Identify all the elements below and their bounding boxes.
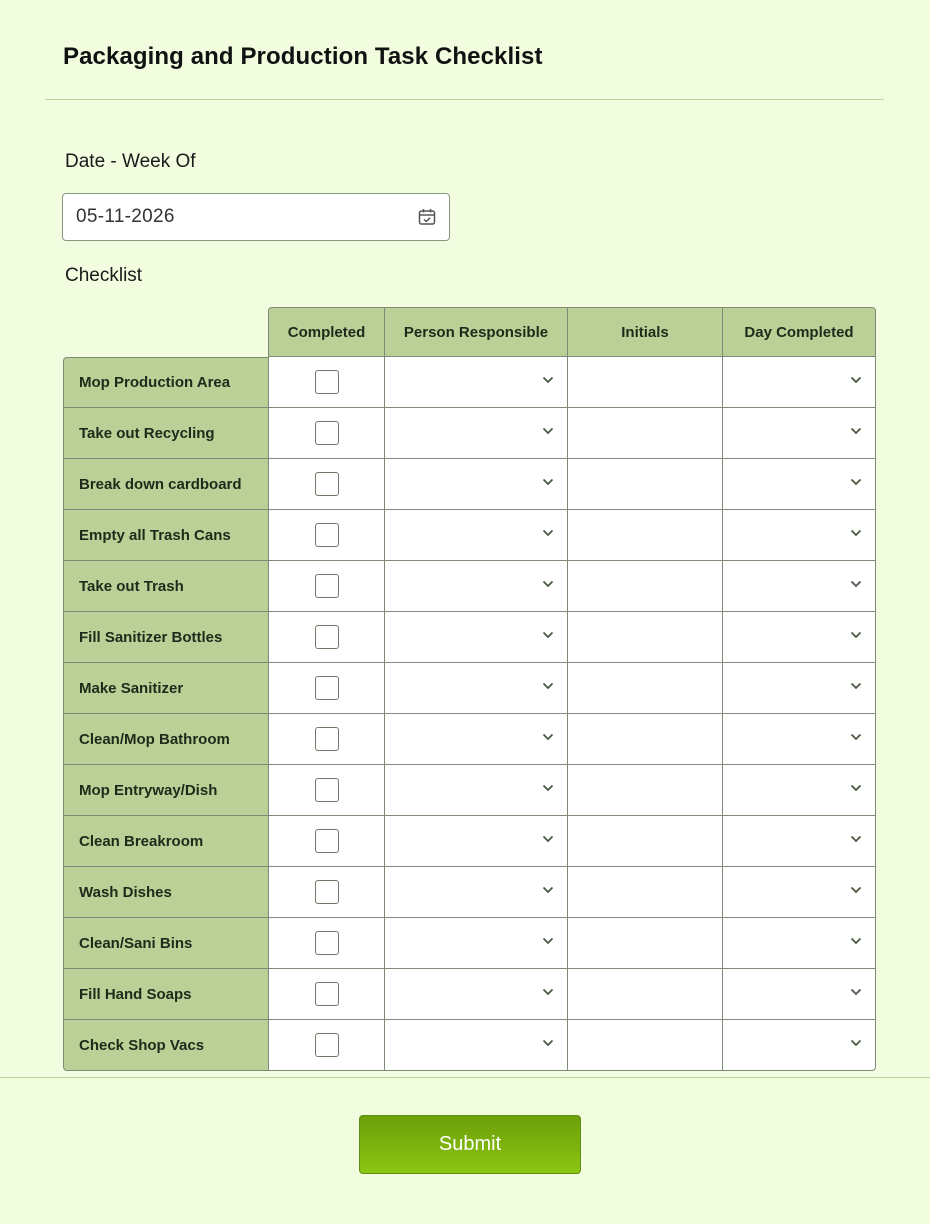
person-responsible-dropdown[interactable] <box>384 816 567 867</box>
chevron-down-icon <box>850 988 862 996</box>
date-label: Date - Week Of <box>65 151 196 172</box>
chevron-down-icon <box>850 733 862 741</box>
table-row <box>63 663 876 714</box>
completed-checkbox[interactable] <box>315 931 339 955</box>
day-completed-dropdown[interactable] <box>722 918 876 969</box>
day-completed-dropdown[interactable] <box>722 510 876 561</box>
table-row <box>63 357 876 408</box>
row-label: Clean/Mop Bathroom <box>63 714 268 765</box>
completed-cell <box>268 714 384 765</box>
chevron-down-icon <box>850 835 862 843</box>
table-corner <box>63 307 268 357</box>
initials-input[interactable] <box>567 1020 722 1071</box>
chevron-down-icon <box>542 529 554 537</box>
table-row <box>63 714 876 765</box>
person-responsible-dropdown[interactable] <box>384 918 567 969</box>
person-responsible-dropdown[interactable] <box>384 612 567 663</box>
day-completed-dropdown[interactable] <box>722 459 876 510</box>
initials-input[interactable] <box>567 510 722 561</box>
person-responsible-dropdown[interactable] <box>384 408 567 459</box>
table-row <box>63 867 876 918</box>
completed-cell <box>268 969 384 1020</box>
row-label: Mop Entryway/Dish <box>63 765 268 816</box>
table-row <box>63 918 876 969</box>
completed-cell <box>268 510 384 561</box>
initials-input[interactable] <box>567 561 722 612</box>
day-completed-dropdown[interactable] <box>722 561 876 612</box>
footer-divider <box>0 1077 930 1078</box>
completed-checkbox[interactable] <box>315 676 339 700</box>
table-row <box>63 765 876 816</box>
row-label: Take out Recycling <box>63 408 268 459</box>
chevron-down-icon <box>850 376 862 384</box>
initials-input[interactable] <box>567 969 722 1020</box>
completed-checkbox[interactable] <box>315 625 339 649</box>
row-label: Break down cardboard <box>63 459 268 510</box>
chevron-down-icon <box>850 529 862 537</box>
person-responsible-dropdown[interactable] <box>384 663 567 714</box>
column-header-day-completed: Day Completed <box>722 307 876 357</box>
completed-cell <box>268 867 384 918</box>
completed-cell <box>268 663 384 714</box>
day-completed-dropdown[interactable] <box>722 867 876 918</box>
completed-cell <box>268 918 384 969</box>
row-label: Clean Breakroom <box>63 816 268 867</box>
completed-cell <box>268 816 384 867</box>
person-responsible-dropdown[interactable] <box>384 459 567 510</box>
initials-input[interactable] <box>567 459 722 510</box>
person-responsible-dropdown[interactable] <box>384 510 567 561</box>
row-label: Wash Dishes <box>63 867 268 918</box>
table-row <box>63 561 876 612</box>
checklist-table <box>63 307 876 1071</box>
chevron-down-icon <box>542 1039 554 1047</box>
chevron-down-icon <box>850 682 862 690</box>
day-completed-dropdown[interactable] <box>722 969 876 1020</box>
table-row <box>63 612 876 663</box>
title-divider <box>45 99 884 100</box>
column-header-person-responsible: Person Responsible <box>384 307 567 357</box>
chevron-down-icon <box>850 1039 862 1047</box>
chevron-down-icon <box>850 427 862 435</box>
completed-cell <box>268 765 384 816</box>
initials-input[interactable] <box>567 714 722 765</box>
person-responsible-dropdown[interactable] <box>384 969 567 1020</box>
person-responsible-dropdown[interactable] <box>384 561 567 612</box>
completed-cell <box>268 561 384 612</box>
row-label: Take out Trash <box>63 561 268 612</box>
chevron-down-icon <box>850 478 862 486</box>
day-completed-dropdown[interactable] <box>722 816 876 867</box>
initials-input[interactable] <box>567 663 722 714</box>
person-responsible-dropdown[interactable] <box>384 867 567 918</box>
completed-checkbox[interactable] <box>315 574 339 598</box>
completed-checkbox[interactable] <box>315 778 339 802</box>
calendar-icon[interactable] <box>417 207 437 227</box>
row-label: Make Sanitizer <box>63 663 268 714</box>
completed-cell <box>268 1020 384 1071</box>
person-responsible-dropdown[interactable] <box>384 765 567 816</box>
chevron-down-icon <box>542 835 554 843</box>
initials-input[interactable] <box>567 867 722 918</box>
chevron-down-icon <box>850 784 862 792</box>
chevron-down-icon <box>542 886 554 894</box>
completed-checkbox[interactable] <box>315 523 339 547</box>
date-value[interactable]: 05-11-2026 <box>76 206 175 227</box>
day-completed-dropdown[interactable] <box>722 765 876 816</box>
chevron-down-icon <box>542 784 554 792</box>
completed-checkbox[interactable] <box>315 880 339 904</box>
row-label: Fill Sanitizer Bottles <box>63 612 268 663</box>
completed-cell <box>268 408 384 459</box>
table-row <box>63 1020 876 1071</box>
chevron-down-icon <box>542 733 554 741</box>
row-label: Check Shop Vacs <box>63 1020 268 1071</box>
initials-input[interactable] <box>567 918 722 969</box>
day-completed-dropdown[interactable] <box>722 408 876 459</box>
row-label: Clean/Sani Bins <box>63 918 268 969</box>
chevron-down-icon <box>850 631 862 639</box>
initials-input[interactable] <box>567 357 722 408</box>
chevron-down-icon <box>542 580 554 588</box>
column-header-completed: Completed <box>268 307 384 357</box>
initials-input[interactable] <box>567 765 722 816</box>
person-responsible-dropdown[interactable] <box>384 357 567 408</box>
chevron-down-icon <box>542 478 554 486</box>
chevron-down-icon <box>850 886 862 894</box>
completed-checkbox[interactable] <box>315 370 339 394</box>
chevron-down-icon <box>542 682 554 690</box>
chevron-down-icon <box>542 937 554 945</box>
completed-cell <box>268 459 384 510</box>
chevron-down-icon <box>542 427 554 435</box>
checklist-label: Checklist <box>65 265 143 286</box>
chevron-down-icon <box>542 988 554 996</box>
initials-input[interactable] <box>567 816 722 867</box>
completed-checkbox[interactable] <box>315 1033 339 1057</box>
completed-cell <box>268 612 384 663</box>
initials-input[interactable] <box>567 408 722 459</box>
row-label: Fill Hand Soaps <box>63 969 268 1020</box>
day-completed-dropdown[interactable] <box>722 357 876 408</box>
date-input[interactable] <box>62 193 450 241</box>
day-completed-dropdown[interactable] <box>722 612 876 663</box>
day-completed-dropdown[interactable] <box>722 663 876 714</box>
chevron-down-icon <box>542 631 554 639</box>
form-title: Packaging and Production Task Checklist <box>63 43 543 70</box>
submit-button[interactable]: Submit <box>359 1115 581 1174</box>
completed-checkbox[interactable] <box>315 829 339 853</box>
completed-checkbox[interactable] <box>315 727 339 751</box>
row-label: Mop Production Area <box>63 357 268 408</box>
person-responsible-dropdown[interactable] <box>384 1020 567 1071</box>
row-label: Empty all Trash Cans <box>63 510 268 561</box>
column-header-initials: Initials <box>567 307 722 357</box>
table-row <box>63 816 876 867</box>
table-row <box>63 459 876 510</box>
day-completed-dropdown[interactable] <box>722 1020 876 1071</box>
completed-cell <box>268 357 384 408</box>
completed-checkbox[interactable] <box>315 982 339 1006</box>
chevron-down-icon <box>542 376 554 384</box>
chevron-down-icon <box>850 580 862 588</box>
table-row <box>63 969 876 1020</box>
chevron-down-icon <box>850 937 862 945</box>
table-row <box>63 408 876 459</box>
person-responsible-dropdown[interactable] <box>384 714 567 765</box>
completed-checkbox[interactable] <box>315 472 339 496</box>
completed-checkbox[interactable] <box>315 421 339 445</box>
day-completed-dropdown[interactable] <box>722 714 876 765</box>
initials-input[interactable] <box>567 612 722 663</box>
table-row <box>63 510 876 561</box>
